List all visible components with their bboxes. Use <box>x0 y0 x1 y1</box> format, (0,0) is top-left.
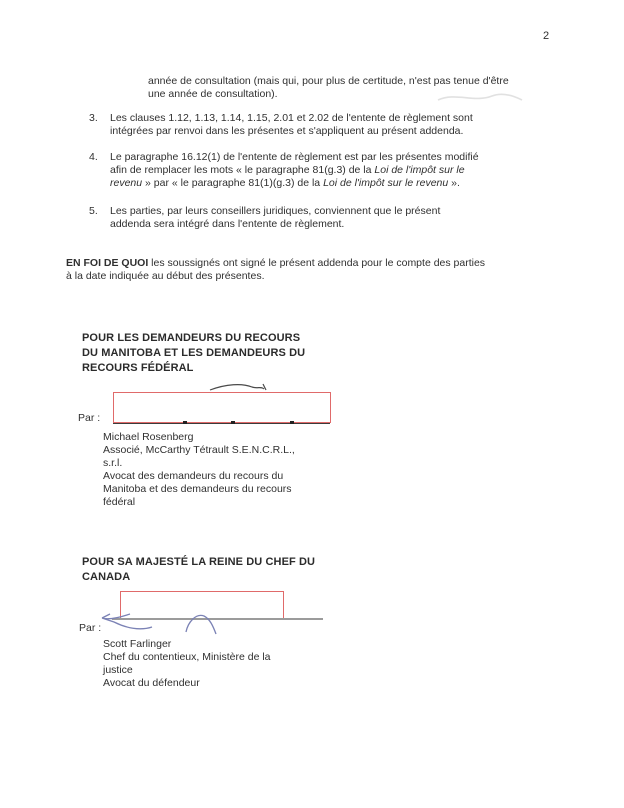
page-number: 2 <box>543 30 550 42</box>
signature-heading-demandeurs: POUR LES DEMANDEURS DU RECOURS DU MANITOBA ET LES DEMANDEURS DU RECOURS FÉDÉRAL <box>82 332 306 374</box>
statute-title: Loi de l'impôt sur le revenu <box>323 177 449 189</box>
text-line: Les parties, par leurs conseillers juridiques, conviennent que le présent <box>110 205 441 217</box>
signatory-detail: justice <box>103 664 133 676</box>
statute-title: revenu <box>110 177 143 189</box>
signatory-name: Scott Farlinger <box>103 638 172 650</box>
text-line: à la date indiquée au début des présentes. <box>66 270 265 282</box>
text-line: EN FOI DE QUOI les soussignés ont signé le présent addenda pour le compte des parties <box>66 257 486 269</box>
signature-heading-majeste: POUR SA MAJESTÉ LA REINE DU CHEF DU CANADA <box>82 556 316 583</box>
signatory-detail: Manitoba et des demandeurs du recours <box>103 483 292 495</box>
signatory-detail: Chef du contentieux, Ministère de la <box>103 651 271 663</box>
signature-ink-dot <box>290 421 294 424</box>
list-item-number: 4. <box>89 151 98 163</box>
signatory-name: Michael Rosenberg <box>103 431 194 443</box>
list-item-3 <box>89 112 473 138</box>
list-item-4 <box>89 151 479 190</box>
scan-artifact <box>436 88 526 106</box>
signature-ink-dot <box>183 421 187 424</box>
text-line: intégrées par renvoi dans les présentes et s'appliquent au présent addenda. <box>110 125 464 137</box>
signatory-detail: Associé, McCarthy Tétrault S.E.N.C.R.L., <box>103 444 295 456</box>
text-line: Les clauses 1.12, 1.13, 1.14, 1.15, 2.01 et 2.02 de l'entente de règlement sont <box>110 112 473 124</box>
signatory-block-2 <box>103 638 271 690</box>
signature-ink-blue <box>96 608 226 638</box>
attestation-paragraph <box>66 257 485 283</box>
par-label-1: Par : <box>78 412 101 424</box>
signature-redaction-box-1 <box>113 392 331 423</box>
signatory-block-1 <box>103 431 295 509</box>
text-line: année de consultation (mais qui, pour plus de certitude, n'est pas tenue d'être <box>148 75 509 87</box>
text-line: Le paragraphe 16.12(1) de l'entente de règlement est par les présentes modifié <box>110 151 479 163</box>
signatory-detail: fédéral <box>103 496 136 508</box>
text-line: afin de remplacer les mots « le paragraphe 81(g.3) de la Loi de l'impôt sur le <box>110 164 465 176</box>
signature-line-1 <box>113 423 330 424</box>
text-line: addenda sera intégré dans l'entente de règlement. <box>110 218 345 230</box>
text-line: revenu » par « le paragraphe 81(1)(g.3) de la Loi de l'impôt sur le revenu ». <box>110 177 460 189</box>
par-label-2: Par : <box>79 622 102 634</box>
statute-title: Loi de l'impôt sur le <box>374 164 465 176</box>
list-item-number: 5. <box>89 205 98 217</box>
signatory-detail: Avocat du défendeur <box>103 677 200 689</box>
list-item-5 <box>89 205 440 231</box>
signatory-detail: s.r.l. <box>103 457 123 469</box>
text-line: une année de consultation). <box>148 88 278 100</box>
list-item-number: 3. <box>89 112 98 124</box>
signature-ink-dot <box>231 421 235 424</box>
signatory-detail: Avocat des demandeurs du recours du <box>103 470 284 482</box>
attestation-lead-in: EN FOI DE QUOI <box>66 257 149 269</box>
